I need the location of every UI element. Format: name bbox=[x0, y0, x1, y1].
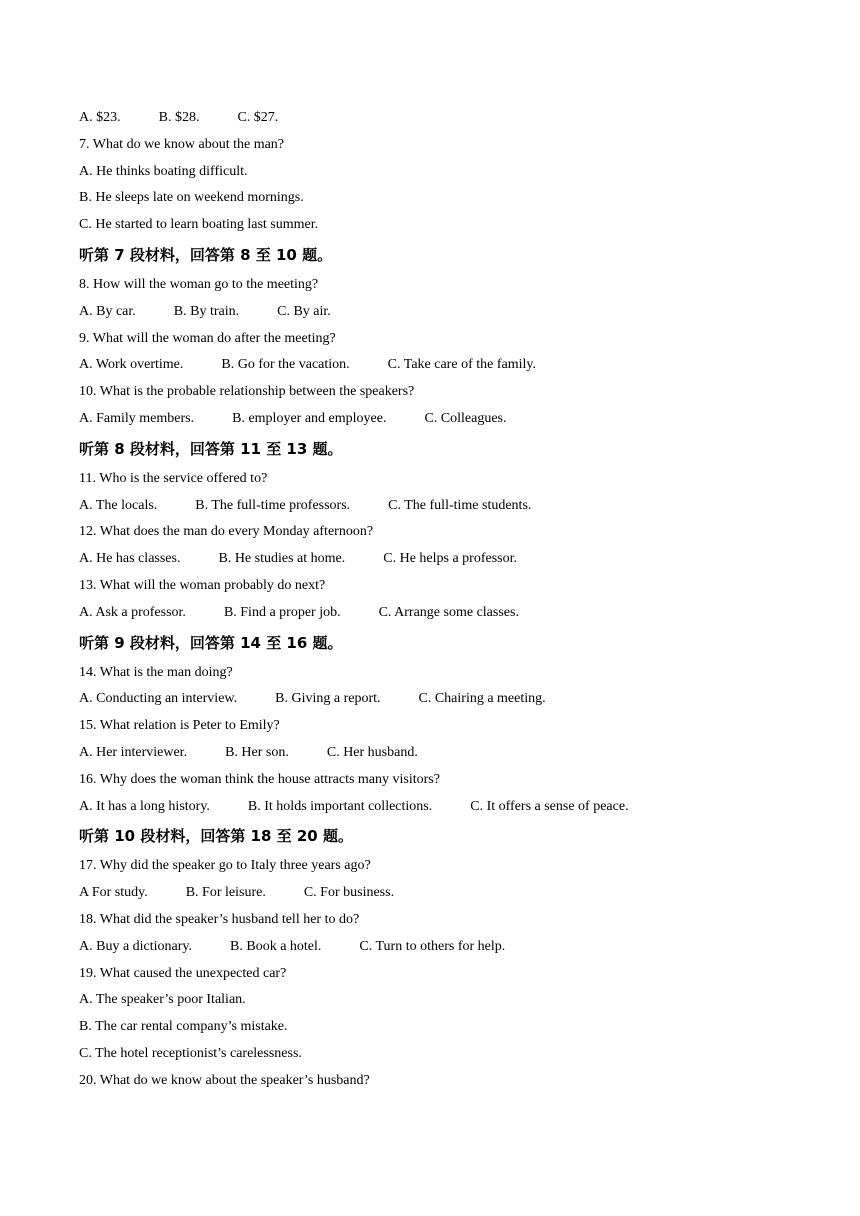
section-heading: 听第 8 段材料，回答第 11 至 13 题。 bbox=[79, 439, 343, 458]
answer-option: C. The full-time students. bbox=[388, 497, 532, 513]
answer-option: C. $27. bbox=[237, 110, 279, 125]
answer-options-row bbox=[79, 743, 779, 770]
answer-options-row bbox=[79, 409, 779, 436]
answer-option: C. Turn to others for help. bbox=[359, 938, 506, 954]
answer-option: C. It offers a sense of peace. bbox=[470, 798, 629, 814]
answer-option: C. Her husband. bbox=[326, 744, 418, 760]
question-text: 18. What did the speaker’s husband tell her to do? bbox=[79, 911, 360, 927]
answer-option: B. For leisure. bbox=[185, 885, 266, 901]
answer-option: B. Her son. bbox=[225, 744, 289, 760]
section-heading: 听第 10 段材料，回答第 18 至 20 题。 bbox=[79, 827, 353, 846]
section-heading: 听第 7 段材料，回答第 8 至 10 题。 bbox=[79, 245, 333, 264]
answer-options-row bbox=[79, 108, 779, 135]
answer-option: A. He has classes. bbox=[79, 551, 181, 567]
answer-option: A. It has a long history. bbox=[79, 798, 210, 814]
answer-option: B. Find a proper job. bbox=[223, 604, 341, 620]
answer-option: B. $28. bbox=[158, 110, 200, 125]
answer-option: C. Chairing a meeting. bbox=[418, 691, 546, 707]
question-text: 19. What caused the unexpected car? bbox=[79, 965, 287, 981]
answer-option: C. Arrange some classes. bbox=[378, 604, 519, 620]
answer-option: A. Work overtime. bbox=[79, 357, 184, 373]
answer-option: A. Buy a dictionary. bbox=[79, 938, 193, 954]
answer-option: A. The locals. bbox=[79, 497, 158, 513]
answer-option: B. employer and employee. bbox=[232, 410, 387, 426]
answer-option: A For study. bbox=[79, 885, 148, 901]
question-text: 16. Why does the woman think the house attracts many visitors? bbox=[79, 771, 440, 787]
question-text: 10. What is the probable relationship between the speakers? bbox=[79, 384, 415, 400]
answer-option: A. Conducting an interview. bbox=[79, 691, 238, 707]
answer-option: A. $23. bbox=[79, 110, 121, 125]
answer-option: A. The speaker’s poor Italian. bbox=[79, 992, 246, 1008]
answer-option: B. The car rental company’s mistake. bbox=[79, 1019, 288, 1035]
answer-options-row bbox=[79, 883, 779, 910]
answer-option: C. The hotel receptionist’s carelessness. bbox=[79, 1045, 302, 1061]
question-text: 17. Why did the speaker go to Italy three years ago? bbox=[79, 858, 371, 874]
answer-options-row bbox=[79, 603, 779, 630]
answer-option: B. By train. bbox=[173, 303, 240, 319]
question-text: 15. What relation is Peter to Emily? bbox=[79, 718, 280, 734]
answer-option: C. He started to learn boating last summer. bbox=[79, 217, 319, 233]
question-text: 13. What will the woman probably do next? bbox=[79, 577, 326, 593]
question-text: 9. What will the woman do after the meeting? bbox=[79, 330, 336, 346]
answer-option: C. For business. bbox=[303, 885, 395, 901]
answer-option: B. It holds important collections. bbox=[247, 798, 433, 814]
answer-options-row bbox=[79, 355, 779, 382]
answer-options-row bbox=[79, 797, 779, 824]
answer-option: C. Colleagues. bbox=[424, 410, 507, 426]
answer-option: B. The full-time professors. bbox=[195, 497, 351, 513]
question-text: 11. Who is the service offered to? bbox=[79, 470, 268, 486]
answer-options-row bbox=[79, 496, 779, 523]
answer-option: B. Book a hotel. bbox=[230, 938, 322, 954]
answer-option: A. He thinks boating difficult. bbox=[79, 163, 248, 179]
answer-option: B. Go for the vacation. bbox=[221, 357, 350, 373]
exam-content bbox=[79, 108, 779, 1098]
answer-option: C. He helps a professor. bbox=[383, 551, 518, 567]
answer-option: A. By car. bbox=[79, 303, 136, 319]
answer-option: B. Giving a report. bbox=[275, 691, 381, 707]
section-heading: 听第 9 段材料，回答第 14 至 16 题。 bbox=[79, 633, 343, 652]
answer-option: B. He studies at home. bbox=[218, 551, 346, 567]
answer-option: A. Her interviewer. bbox=[79, 744, 188, 760]
answer-option: C. Take care of the family. bbox=[387, 357, 536, 373]
answer-option: A. Ask a professor. bbox=[79, 604, 186, 620]
answer-options-row bbox=[79, 689, 779, 716]
question-text: 12. What does the man do every Monday afternoon? bbox=[79, 524, 374, 540]
answer-options-row bbox=[79, 549, 779, 576]
question-text: 20. What do we know about the speaker’s husband? bbox=[79, 1072, 370, 1088]
answer-option: C. By air. bbox=[277, 303, 331, 319]
answer-options-row bbox=[79, 937, 779, 964]
question-text: 8. How will the woman go to the meeting? bbox=[79, 276, 319, 292]
answer-option: B. He sleeps late on weekend mornings. bbox=[79, 190, 304, 206]
question-text: 7. What do we know about the man? bbox=[79, 136, 285, 152]
question-text: 14. What is the man doing? bbox=[79, 664, 233, 680]
answer-option: A. Family members. bbox=[79, 410, 195, 426]
answer-options-row bbox=[79, 302, 779, 329]
